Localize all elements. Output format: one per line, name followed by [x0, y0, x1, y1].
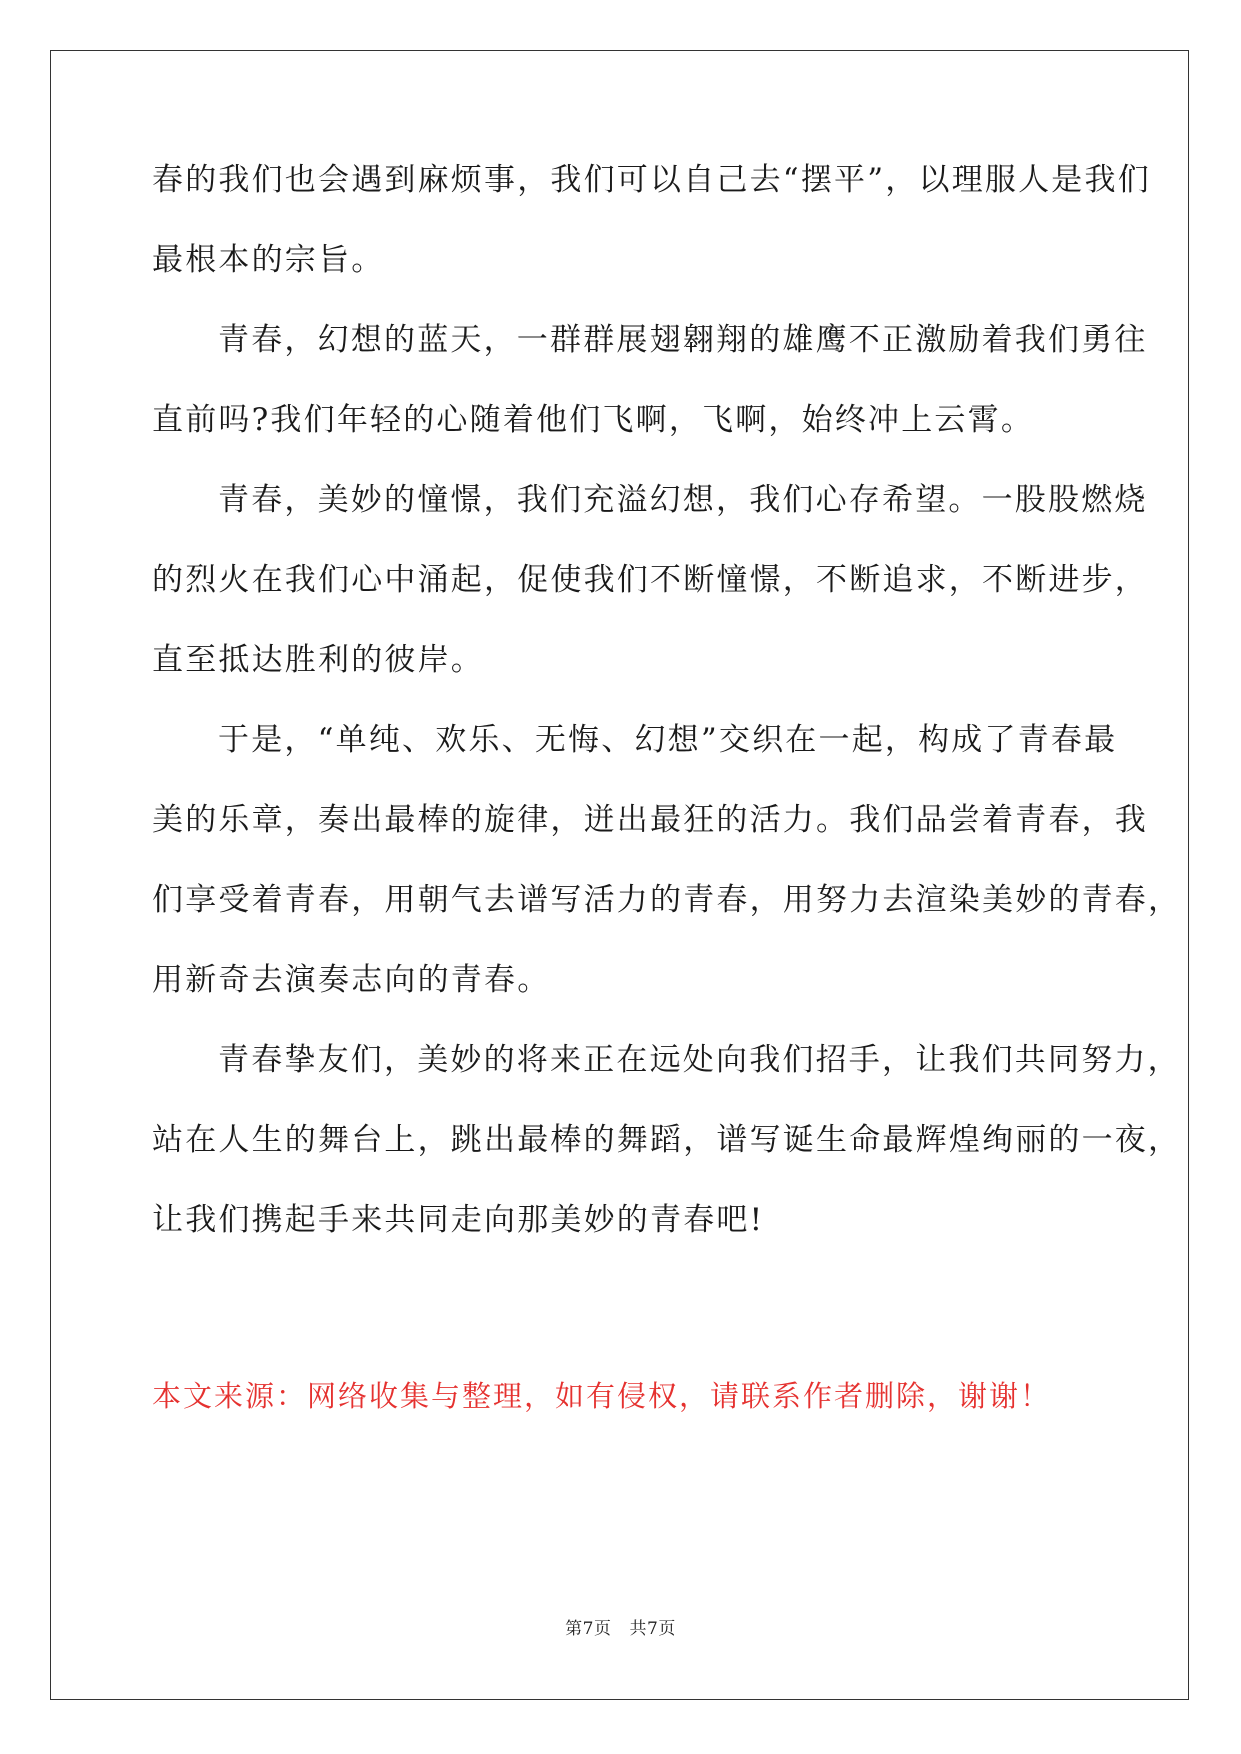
text-line: 的烈火在我们心中涌起，促使我们不断憧憬，不断追求，不断进步，	[152, 562, 1148, 598]
current-page-number: 第7页	[565, 1619, 612, 1639]
text-line: 最根本的宗旨。	[152, 242, 385, 278]
text-line: 用新奇去演奏志向的青春。	[152, 962, 551, 998]
text-line: 春的我们也会遇到麻烦事，我们可以自己去“摆平”，以理服人是我们	[152, 162, 1151, 198]
paragraph-first-line: 青春，幻想的蓝天，一群群展翅翱翔的雄鹰不正激励着我们勇往	[218, 322, 1148, 358]
text-line: 让我们携起手来共同走向那美妙的青春吧!	[152, 1202, 765, 1238]
text-line: 直前吗?我们年轻的心随着他们飞啊，飞啊，始终冲上云霄。	[152, 402, 1035, 438]
text-line: 们享受着青春，用朝气去谱写活力的青春，用努力去渲染美妙的青春，	[152, 882, 1182, 918]
paragraph-first-line: 青春挚友们，美妙的将来正在远处向我们招手，让我们共同努力，	[218, 1042, 1181, 1078]
text-line: 直至抵达胜利的彼岸。	[152, 642, 484, 678]
source-note: 本文来源：网络收集与整理，如有侵权，请联系作者删除，谢谢！	[152, 1379, 1052, 1413]
total-pages: 共7页	[629, 1619, 676, 1639]
text-line: 美的乐章，奏出最棒的旋律，迸出最狂的活力。我们品尝着青春，我	[152, 802, 1148, 838]
paragraph-first-line: 于是，“单纯、欢乐、无悔、幻想”交织在一起，构成了青春最	[218, 722, 1118, 758]
text-line: 站在人生的舞台上，跳出最棒的舞蹈，谱写诞生命最辉煌绚丽的一夜，	[152, 1122, 1182, 1158]
paragraph-first-line: 青春，美妙的憧憬，我们充溢幻想，我们心存希望。一股股燃烧	[218, 482, 1148, 518]
page-footer	[0, 1614, 1241, 1639]
article-body	[152, 160, 1182, 1280]
